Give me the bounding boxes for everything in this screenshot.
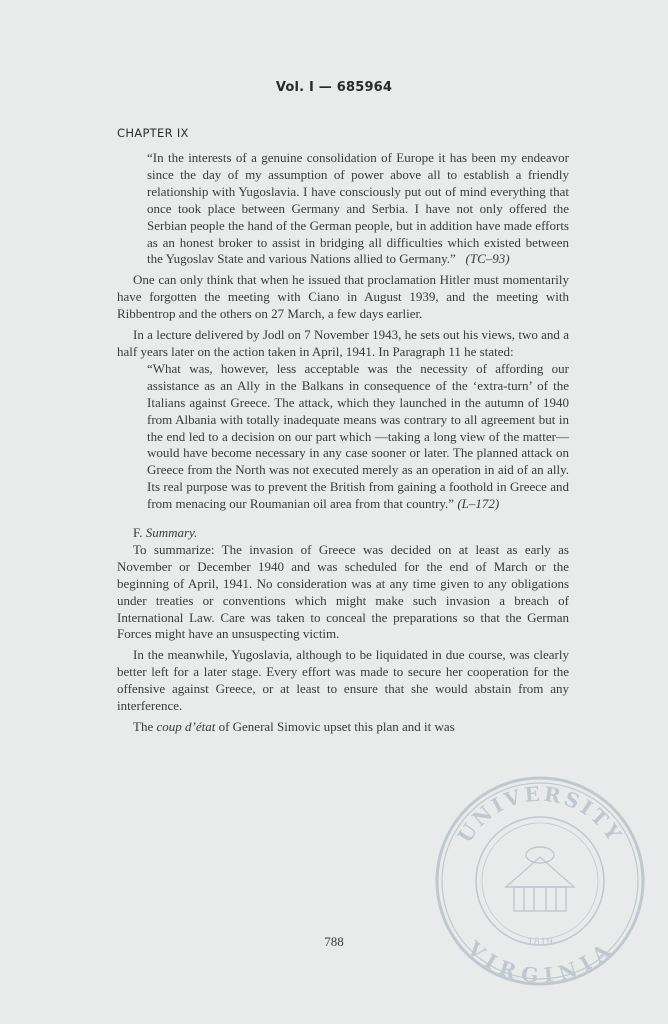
- page-number: 788: [324, 934, 344, 949]
- quote-block-jodl: [147, 361, 569, 513]
- body-text: [117, 150, 569, 736]
- paragraph: In a lecture delivered by Jodl on 7 November 1943, he sets out his views, two and a half years later on the action taken in April, 1941. In Paragraph 11 he stated:: [117, 327, 569, 359]
- paragraph: [117, 719, 569, 736]
- section-letter: F.: [133, 525, 143, 541]
- quote-text: “In the interests of a genuine consolidation of Europe it has been my endeavor since the day of my assumption of power above all to establish a friendly relationship with Yugoslavia. I have consciously put out of mind everything that once took place between Germany and Serbia. I have not only offered the Serbian people the hand of the German people, but in addition have made efforts as an honest broker to assist in bridging all difficulties which existed between the Yugoslav State and various Nations allied to Germany.”: [147, 150, 569, 267]
- paragraph: One can only think that when he issued that proclamation Hitler must momentarily have forgotten the meeting with Ciano in August 1939, and the meeting with Ribbentrop and the others on 27 March, a few days earlier.: [117, 272, 569, 322]
- citation: (L–172): [457, 496, 500, 512]
- seal-top-text: UNIVERSITY: [452, 781, 628, 848]
- paragraph-suffix: of General Simovic upset this plan and it was: [218, 719, 455, 734]
- university-seal-stamp: [434, 775, 646, 987]
- paragraph-prefix: The: [133, 719, 154, 734]
- coup-term: coup d’état: [156, 719, 216, 734]
- page-header: Vol. I — 685964: [275, 80, 393, 95]
- paragraph: To summarize: The invasion of Greece was decided on at least as early as November or December 1940 and was scheduled for the end of March or the beginning of April, 1941. No consideration was at any time given to any obligations under treaties or conventions which might make such invasion a breach of International Law. Care was taken to conceal the preparations so that the German Forces might have an unsuspecting victim.: [117, 541, 569, 642]
- svg-text:UNIVERSITY: [453, 782, 628, 848]
- citation: (TC–93): [465, 251, 510, 267]
- quote-text: “What was, however, less acceptable was the necessity of affording our assistance as an Ally in the Balkans in consequence of the ‘extra-turn’ of the Italians against Greece. The attack, which they launched in the autumn of 1940 from Albania with totally inadequate means was contrary to all agreement but in the end led to a decision on our part which —taking a long view of the matter—would have become necessary in any case sooner or later. The planned attack on Greece from the North was not executed merely as an operation in aid of an ally. Its real purpose was to prevent the British from gaining a foothold in Greece and from menacing our Roumanian oil area from that country.”: [147, 360, 569, 512]
- seal-bottom-text: VIRGINIA: [462, 936, 618, 987]
- chapter-label: CHAPTER IX: [117, 126, 189, 140]
- quote-block-hitler: [147, 150, 569, 268]
- section-heading: [133, 525, 569, 542]
- seal-emblem: [506, 847, 574, 911]
- paragraph: In the meanwhile, Yugoslavia, although to be liquidated in due course, was clearly better left for a later stage. Every effort was made to secure her cooperation for the offensive against Greece, or at least to ensure that she would abstain from any interference.: [117, 647, 569, 714]
- seal-year: 1819: [527, 937, 553, 948]
- section-title: Summary.: [145, 525, 198, 541]
